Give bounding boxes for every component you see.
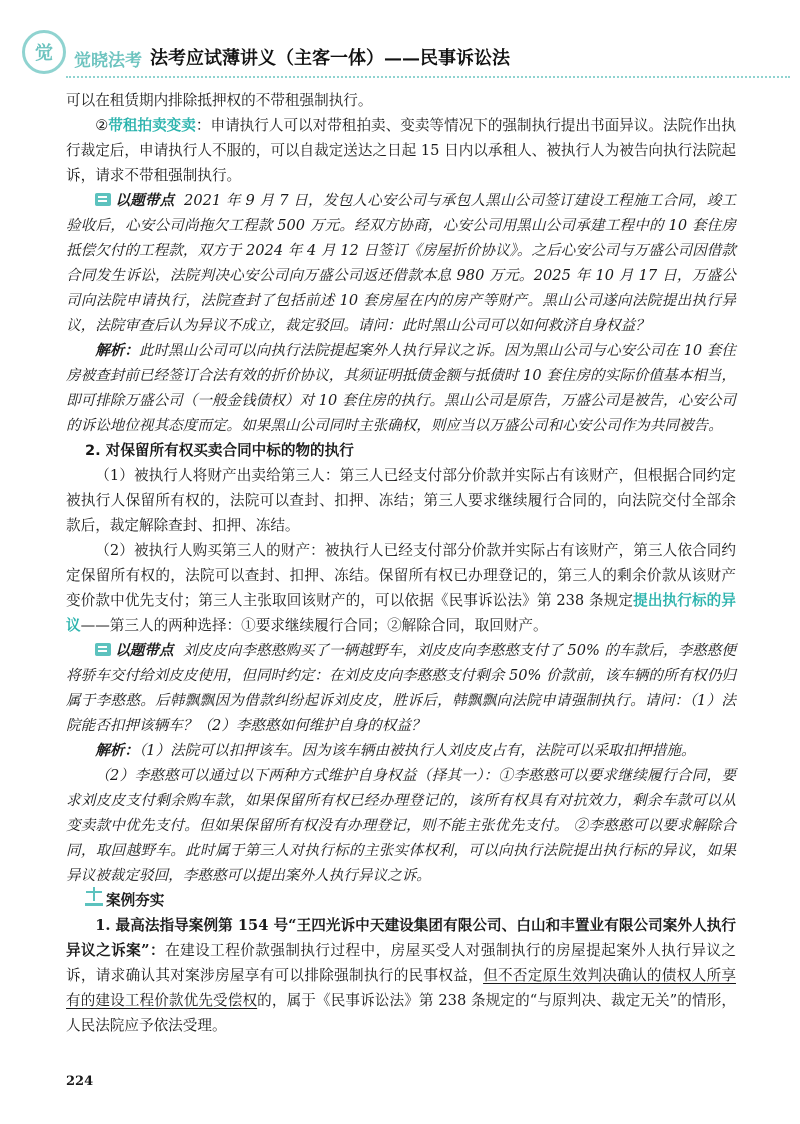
case-answer-2a: 解析：（1）法院可以扣押该车。因为该车辆由被执行人刘皮皮占有，法院可以采取扣押措施。 [95,742,696,759]
section-heading: 2. 对保留所有权买卖合同中标的物的执行 [84,442,354,459]
book-title: 法考应试薄讲义（主客一体）——民事诉讼法 [150,48,510,69]
header-divider [66,76,790,78]
section-item-1: （1）被执行人将财产出卖给第三人：第三人已经支付部分价款并实际占有该财产，但根据合同约定被执行人保留所有权的，法院可以查封、扣押、冻结；第三人要求继续履行合同的，向法院交付全部余款后，裁定解除查封、扣押、冻结。 [66,467,736,534]
book-icon [95,643,111,656]
scale-icon [85,889,103,906]
answer-label: 解析： [95,342,139,359]
case-question-2: 以题带点 刘皮皮向李憨憨购买了一辆越野车，刘皮皮向李憨憨支付了 50% 的车款后，李憨憨便将骄车交付给刘皮皮使用，但同时约定：在刘皮皮向李憨憨支付剩余 50% 价款前，该车辆的所有权仍归属于李憨憨。后韩飘飘因为借款纠纷起诉刘皮皮，胜诉后，韩飘飘向法院申请强制执行。请问：（1）法院能否扣押该辆车？（2）李憨憨如何维护自身的权益？ [66,642,736,734]
highlight-term: 提出执行标的异议 [66,592,736,634]
underlined-text: 但不否定原生效判决确认的债权人所享有的建设工程价款优先受偿权 [66,967,736,1009]
highlight-term: 带租拍卖变卖 [108,117,196,134]
case-tag: 以题带点 [115,192,175,209]
paragraph-rental-auction: ②带租拍卖变卖：申请执行人可以对带租拍卖、变卖等情况下的强制执行提出书面异议。法院作出执行裁定后，申请执行人不服的，可以自裁定送达之日起 15 日内以承租人、被执行人为被告向执行法院起诉，请求不带租强制执行。 [66,117,736,184]
brand-name: 觉晓法考 [74,51,142,71]
case-tag: 以题带点 [115,642,174,659]
guiding-case-1: 1. 最高法指导案例第 154 号“王四光诉中天建设集团有限公司、白山和丰置业有限公司案外人执行异议之诉案”：在建设工程价款强制执行过程中，房屋买受人对强制执行的房屋提起案外人执行异议之诉，请求确认其对案涉房屋享有可以排除强制执行的民事权益，但不否定原生效判决确认的债权人所享有的建设工程价款优先受偿权的，属于《民事诉讼法》第 238 条规定的“与原判决、裁定无关”的情形，人民法院应予依法受理。 [66,917,736,1034]
book-icon [95,193,111,206]
section-item-2: （2）被执行人购买第三人的财产：被执行人已经支付部分价款并实际占有该财产，第三人依合同约定保留所有权的，法院可以查封、扣押、冻结。保留所有权已办理登记的，第三人的剩余价款从该财产变价款中优先支付；第三人主张取回该财产的，可以依据《民事诉讼法》第 238 条规定提出执行标的异议——第三人的两种选择：①要求继续履行合同；②解除合同，取回财产。 [66,542,736,634]
page-number: 224 [66,1074,94,1089]
brand-logo-icon: 觉 [22,30,66,74]
page-header [0,0,800,84]
case-answer-1: 解析：此时黑山公司可以向执行法院提起案外人执行异议之诉。因为黑山公司与心安公司在 10 套住房被查封前已经签订合法有效的折价协议，其须证明抵债金额与抵债时 10 套住房的实际价值基本相当，即可排除万盛公司（一般金钱债权）对 10 套住房的执行。黑山公司是原告，万盛公司是被告，心安公司的诉讼地位视其态度而定。如果黑山公司同时主张确权，则应当以万盛公司和心安公司作为共同被告。 [66,342,736,434]
paragraph-continuation: 可以在租赁期内排除抵押权的不带租强制执行。 [66,92,373,109]
case-question-1: 以题带点 2021 年 9 月 7 日，发包人心安公司与承包人黑山公司签订建设工程施工合同，竣工验收后，心安公司尚拖欠工程款 500 万元。经双方协商，心安公司用黑山公司承建工程中的 10 套住房抵偿欠付的工程款，双方于 2024 年 4 月 12 日签订《房屋折价协议》。之后心安公司与万盛公司因借款合同发生诉讼，法院判决心安公司向万盛公司返还借款本息 980 万元。2025 年 10 月 17 日，万盛公司向法院申请执行，法院查封了包括前述 10 套房屋在内的房产等财产。黑山公司遂向法院提出执行异议，法院审查后认为异议不成立，裁定驳回。请问：此时黑山公司可以如何救济自身权益？ [66,192,736,334]
case-solid-heading: 案例夯实 [66,888,736,913]
answer-label: 解析： [95,742,139,759]
page-body [66,88,736,1038]
case-answer-2b: （2）李憨憨可以通过以下两种方式维护自身权益（择其一）：①李憨憨可以要求继续履行合同，要求刘皮皮支付剩余购车款，如果保留所有权已经办理登记的，该所有权具有对抗效力，剩余车款可以从变卖款中优先支付。但如果保留所有权没有办理登记，则不能主张优先支付。 ②李憨憨可以要求解除合同，取回越野车。此时属于第三人对执行标的主张实体权利，可以向执行法院提出执行标的异议，如果异议被裁定驳回，李憨憨可以提出案外人执行异议之诉。 [66,767,736,884]
